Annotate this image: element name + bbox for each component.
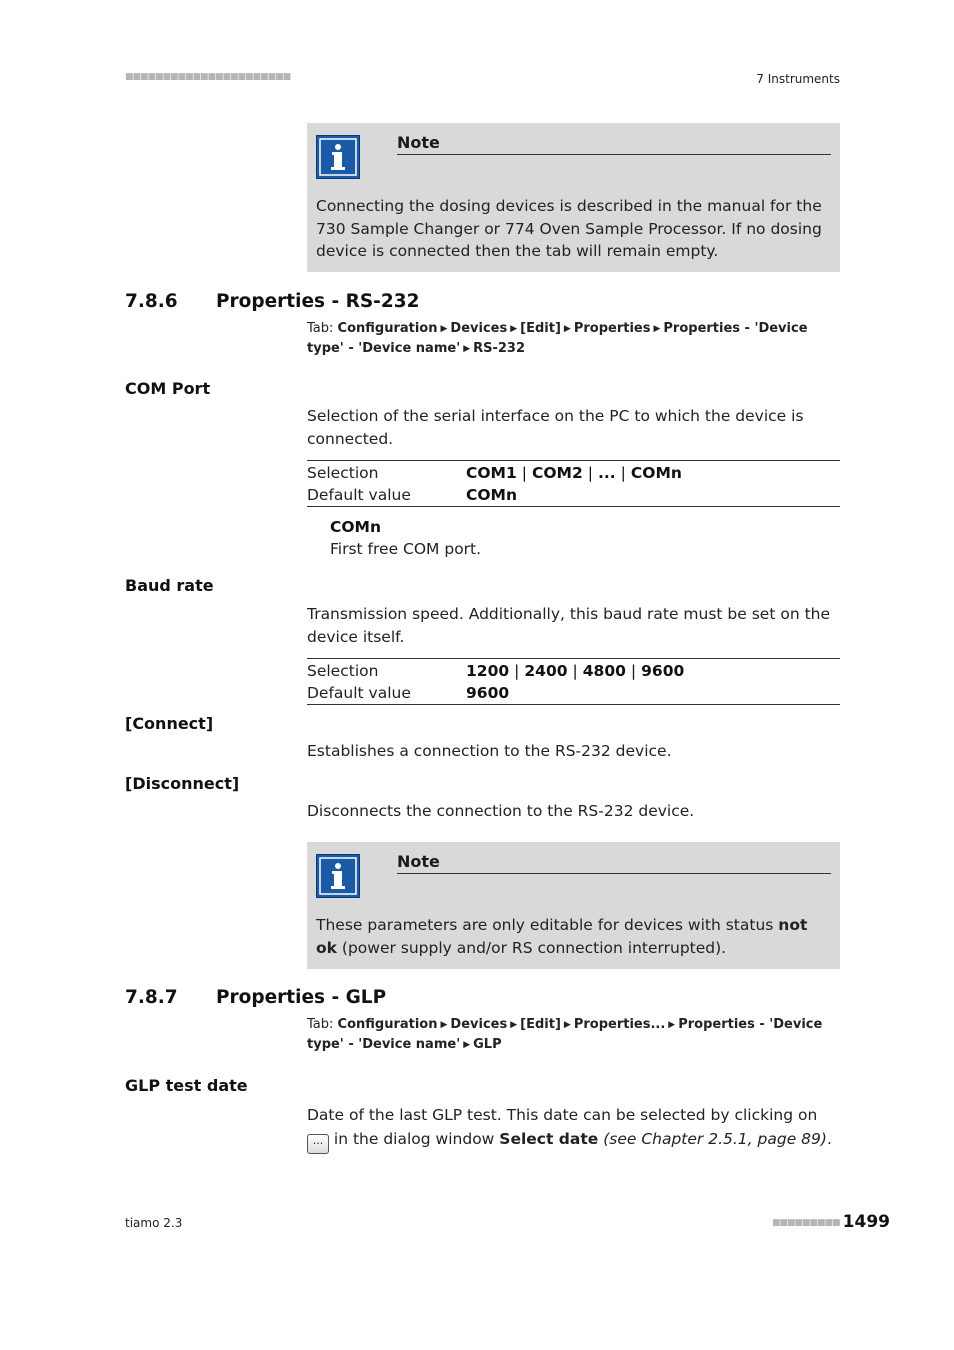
- option-value: ...: [598, 464, 616, 482]
- param-label-baud-rate: Baud rate: [125, 576, 214, 595]
- triangle-right-icon: ▶: [463, 1040, 471, 1050]
- triangle-right-icon: ▶: [563, 324, 571, 334]
- table-row: [307, 682, 840, 704]
- table-value: [466, 660, 684, 682]
- path-item: Devices: [450, 321, 508, 336]
- section-title: Properties - RS-232: [216, 291, 420, 312]
- table-value: 9600: [466, 684, 510, 702]
- triangle-right-icon: ▶: [668, 1020, 676, 1030]
- cross-reference: (see Chapter 2.5.1, page 89): [603, 1129, 827, 1148]
- path-item: [Edit]: [520, 321, 561, 336]
- note-box: [307, 842, 840, 969]
- table-row: [307, 462, 840, 484]
- table-value: [466, 462, 682, 484]
- path-item: RS-232: [473, 341, 526, 356]
- param-desc-baud-rate: Transmission speed. Additionally, this baud rate must be set on the device itself.: [307, 605, 831, 646]
- ellipsis-button-icon: ...: [307, 1134, 329, 1154]
- note-text: Connecting the dosing devices is described in the manual for the 730 Sample Changer or 774 Oven Sample Processor. If no dosing device is connected then the tab will remain empty.: [316, 197, 822, 260]
- param-table-baud-rate: [307, 658, 840, 705]
- option-description: [330, 516, 481, 560]
- triangle-right-icon: ▶: [510, 1020, 518, 1030]
- note-text-emphasis: not ok: [316, 916, 808, 957]
- path-item: Properties: [573, 321, 651, 336]
- section-heading-glp: [125, 987, 386, 1008]
- section-heading-rs232: [125, 291, 419, 312]
- param-desc-glp-test-date: [307, 1104, 840, 1154]
- footer-product: tiamo 2.3: [125, 1216, 183, 1230]
- table-row: [307, 660, 840, 682]
- triangle-right-icon: ▶: [653, 324, 661, 334]
- path-item: Properties - 'Device type' - 'Device name': [307, 321, 808, 356]
- param-label-com-port: COM Port: [125, 379, 211, 398]
- separator: |: [630, 662, 637, 680]
- table-key: Default value: [307, 486, 411, 504]
- section-number: 7.8.7: [125, 987, 178, 1008]
- param-label-glp-test-date: GLP test date: [125, 1076, 248, 1095]
- param-desc-com-port: Selection of the serial interface on the PC to which the device is connected.: [307, 407, 804, 448]
- table-key: Selection: [307, 662, 379, 680]
- separator: |: [521, 464, 527, 482]
- path-item: Properties...: [573, 1017, 666, 1032]
- table-value: COMn: [466, 486, 518, 504]
- dialog-name: Select date: [499, 1129, 599, 1148]
- option-value: 2400: [524, 662, 568, 680]
- desc-part: .: [826, 1129, 832, 1148]
- tab-path-glp: [307, 1015, 840, 1055]
- desc-part: in the dialog window: [329, 1129, 500, 1148]
- option-value: COMn: [630, 464, 682, 482]
- table-key: Selection: [307, 464, 379, 482]
- param-desc-connect: Establishes a connection to the RS-232 device.: [307, 742, 672, 760]
- section-number: 7.8.6: [125, 291, 178, 312]
- option-value: 4800: [582, 662, 626, 680]
- table-key: Default value: [307, 684, 411, 702]
- path-item: GLP: [473, 1037, 502, 1052]
- separator: |: [587, 464, 593, 482]
- triangle-right-icon: ▶: [563, 1020, 571, 1030]
- section-title: Properties - GLP: [216, 987, 387, 1008]
- param-label-disconnect: [Disconnect]: [125, 774, 240, 793]
- triangle-right-icon: ▶: [463, 344, 471, 354]
- table-row: [307, 484, 840, 506]
- option-text: First free COM port.: [330, 540, 482, 558]
- tab-prefix: Tab:: [307, 321, 334, 336]
- note-text: [316, 914, 826, 959]
- note-title: Note: [397, 133, 831, 155]
- info-icon: [316, 135, 360, 179]
- header-decoration: ■■■■■■■■■■■■■■■■■■■■■■: [125, 72, 291, 82]
- path-item: [Edit]: [520, 1017, 561, 1032]
- triangle-right-icon: ▶: [440, 1020, 448, 1030]
- option-value: COM1: [466, 464, 517, 482]
- path-item: Devices: [450, 1017, 508, 1032]
- note-text-part: These parameters are only editable for devices with status: [316, 916, 779, 934]
- note-box: [307, 123, 840, 272]
- note-text-part: (power supply and/or RS connection interrupted).: [336, 938, 727, 957]
- option-value: COM2: [532, 464, 583, 482]
- param-desc-disconnect: Disconnects the connection to the RS-232 device.: [307, 802, 695, 820]
- param-label-connect: [Connect]: [125, 714, 214, 733]
- option-value: 9600: [641, 662, 685, 680]
- triangle-right-icon: ▶: [440, 324, 448, 334]
- param-table-com-port: [307, 460, 840, 507]
- path-item: Configuration: [337, 321, 438, 336]
- desc-part: Date of the last GLP test. This date can be selected by clicking on: [307, 1106, 818, 1124]
- separator: |: [572, 662, 578, 680]
- option-name: COMn: [330, 518, 382, 536]
- tab-path-rs232: [307, 319, 840, 359]
- separator: |: [514, 662, 520, 680]
- header-chapter: 7 Instruments: [756, 72, 840, 86]
- option-value: 1200: [466, 662, 510, 680]
- triangle-right-icon: ▶: [510, 324, 518, 334]
- page-number: 1499: [842, 1212, 890, 1232]
- tab-prefix: Tab:: [307, 1017, 334, 1032]
- separator: |: [620, 464, 626, 482]
- note-title: Note: [397, 852, 831, 874]
- footer-decoration: ■■■■■■■■■: [772, 1218, 840, 1228]
- path-item: Properties - 'Device type' - 'Device name': [307, 1017, 823, 1052]
- info-icon: [316, 854, 360, 898]
- path-item: Configuration: [337, 1017, 438, 1032]
